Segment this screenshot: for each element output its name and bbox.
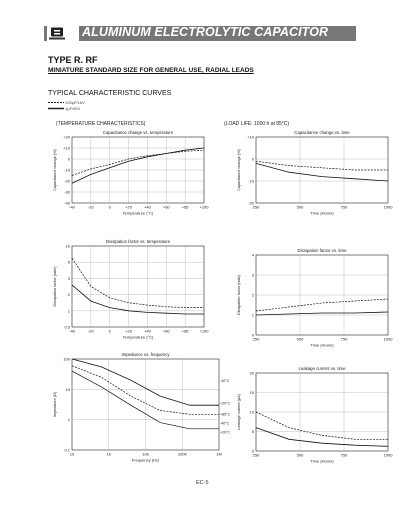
series-line: [72, 258, 204, 308]
series-line: [256, 163, 388, 181]
y-tick-label: 0: [251, 448, 254, 454]
chart-title: Capacitance change vs. time: [294, 130, 350, 135]
y-tick-label: 10: [65, 243, 70, 249]
y-tick-label: 5: [251, 429, 254, 434]
y-tick-label: 1: [67, 417, 70, 423]
x-tick-label: 10k: [142, 451, 149, 457]
header-banner: [44, 26, 356, 41]
chart-title: Dissipation factor vs. time: [297, 248, 347, 253]
x-axis-label: Frequency (Hz): [131, 457, 160, 463]
y-tick-label: -20: [248, 200, 254, 206]
y-tick-label: 0: [67, 156, 70, 162]
y-tick-label: -20: [64, 178, 70, 184]
x-tick-label: 750: [340, 204, 348, 210]
plot-frame: [72, 246, 204, 327]
subtitle: MINIATURE STANDARD SIZE FOR GENERAL USE, RADIAL LEADS: [48, 67, 254, 74]
series-line: [256, 428, 388, 447]
y-tick-label: 5: [67, 259, 70, 265]
legend-solid-label: 100μF/16V: [65, 100, 85, 105]
x-axis-label: Time (Hours): [310, 342, 334, 348]
x-tick-label: 500: [296, 204, 304, 210]
y-tick-label: 0.1: [64, 447, 70, 453]
temp-section-label: (TEMPERATURE CHARACTERISTICS): [56, 121, 146, 127]
curve-label: +85°C: [220, 412, 231, 417]
x-tick-label: 0: [108, 204, 111, 210]
series-line: [256, 312, 388, 315]
x-tick-label: 0: [108, 328, 111, 334]
x-tick-label: 250: [252, 204, 260, 210]
section-title: TYPICAL CHARACTERISTIC CURVES: [48, 90, 172, 97]
y-tick-label: -10: [248, 178, 254, 184]
chart-title: Impedance vs. frequency: [121, 352, 170, 357]
curve-label: -40°C: [220, 421, 230, 426]
y-axis-label: Dissipation factor (ratio): [237, 274, 241, 316]
x-axis-label: Temperature (°C): [122, 210, 154, 216]
x-tick-label: +60: [162, 204, 170, 210]
chart-title: Dissipation factor vs. temperature: [105, 239, 171, 244]
y-tick-label: 0.5: [64, 324, 70, 330]
x-tick-label: 250: [252, 336, 260, 342]
y-tick-label: +10: [63, 145, 70, 151]
solid-line-icon: [48, 101, 64, 104]
x-tick-label: 750: [340, 452, 348, 458]
x-tick-label: 250: [252, 452, 260, 458]
x-tick-label: +20: [125, 204, 132, 210]
y-tick-label: +10: [247, 134, 254, 140]
y-tick-label: 1: [251, 312, 254, 318]
x-tick-label: 1000: [383, 204, 393, 210]
x-tick-label: +40: [144, 204, 151, 210]
legend-dashed-label: 1μF/50V: [65, 106, 81, 111]
x-axis-label: Time (Hours): [310, 458, 334, 464]
chart-dissipation-vs-temperature: [52, 237, 212, 340]
x-tick-label: 500: [296, 452, 304, 458]
dashed-line-icon: [48, 107, 64, 110]
x-axis-label: Time (Hours): [310, 210, 334, 216]
x-tick-label: +100: [199, 204, 209, 210]
x-tick-label: +20: [125, 328, 132, 334]
y-axis-label: Capacitance change (%): [53, 149, 57, 191]
y-tick-label: 2: [67, 292, 70, 298]
x-tick-label: -20: [87, 328, 94, 334]
y-tick-label: 10: [65, 386, 70, 392]
curve-label: +20°C: [220, 430, 231, 435]
y-tick-label: -10: [64, 167, 70, 173]
y-tick-label: 20: [249, 370, 254, 376]
legend-dashed: [48, 106, 80, 111]
x-tick-label: -40: [69, 204, 75, 210]
x-tick-label: 1000: [383, 452, 393, 458]
x-tick-label: -40: [69, 328, 75, 334]
page-title: ALUMINUM ELECTROLYTIC CAPACITOR: [82, 25, 329, 39]
y-tick-label: 10: [249, 409, 254, 415]
x-tick-label: +40: [144, 328, 151, 334]
x-tick-label: +85: [181, 204, 189, 210]
y-axis-label: Capacitance change (%): [237, 149, 241, 191]
y-tick-label: 3: [67, 275, 70, 281]
y-axis-label: Impedance (Ω): [53, 391, 57, 418]
x-tick-label: 1000: [383, 336, 393, 342]
series-line: [256, 299, 388, 311]
y-tick-label: 3: [251, 272, 254, 278]
y-tick-label: 1: [67, 308, 70, 314]
x-tick-label: -20: [87, 204, 94, 210]
chart-capacitance-vs-temperature: [52, 128, 212, 216]
chart-title: Leakage current vs. time: [298, 366, 346, 371]
chart-title: Capacitance change vs. temperature: [102, 130, 174, 135]
x-tick-label: +85: [181, 328, 189, 334]
curve-label: -40°C: [220, 378, 230, 383]
series-line: [72, 150, 204, 175]
y-axis-label: Dissipation factor (ratio): [53, 266, 57, 307]
series-line: [256, 412, 388, 439]
chart-dissipation-vs-time: [236, 246, 396, 348]
chart-impedance-vs-frequency: [52, 350, 231, 463]
y-tick-label: 2: [251, 292, 254, 298]
y-tick-label: 4: [251, 252, 254, 258]
y-tick-label: 15: [249, 390, 254, 395]
series-line: [72, 148, 204, 183]
x-tick-label: 1k: [106, 451, 111, 457]
series-line: [72, 285, 204, 314]
y-tick-label: 0: [251, 332, 254, 338]
x-tick-label: 500: [296, 336, 304, 342]
x-tick-label: +60: [162, 328, 170, 334]
curve-label: +20°C: [220, 401, 231, 406]
y-tick-label: +20: [63, 134, 70, 140]
x-axis-label: Temperature (°C): [122, 334, 154, 340]
x-tick-label: 1M: [216, 451, 222, 457]
company-logo-icon: [47, 26, 79, 41]
x-tick-label: +100: [199, 328, 209, 334]
y-tick-label: -40: [64, 200, 70, 206]
y-axis-label: Leakage current (μA): [237, 394, 241, 430]
x-tick-label: 100k: [177, 451, 187, 457]
y-tick-label: -30: [64, 189, 70, 195]
y-tick-label: 0: [251, 156, 254, 162]
life-section-label: (LOAD LIFE: 1000 h at 85°C): [224, 121, 290, 127]
y-tick-label: 100: [63, 356, 70, 362]
x-tick-label: 10: [69, 451, 75, 457]
type-label: TYPE R. RF: [48, 55, 98, 65]
chart-leakage-vs-time: [236, 364, 396, 464]
x-tick-label: 750: [340, 336, 348, 342]
legend-solid: [48, 100, 85, 105]
chart-capacitance-vs-time: [236, 128, 396, 216]
page-number: EC-5: [196, 480, 209, 486]
